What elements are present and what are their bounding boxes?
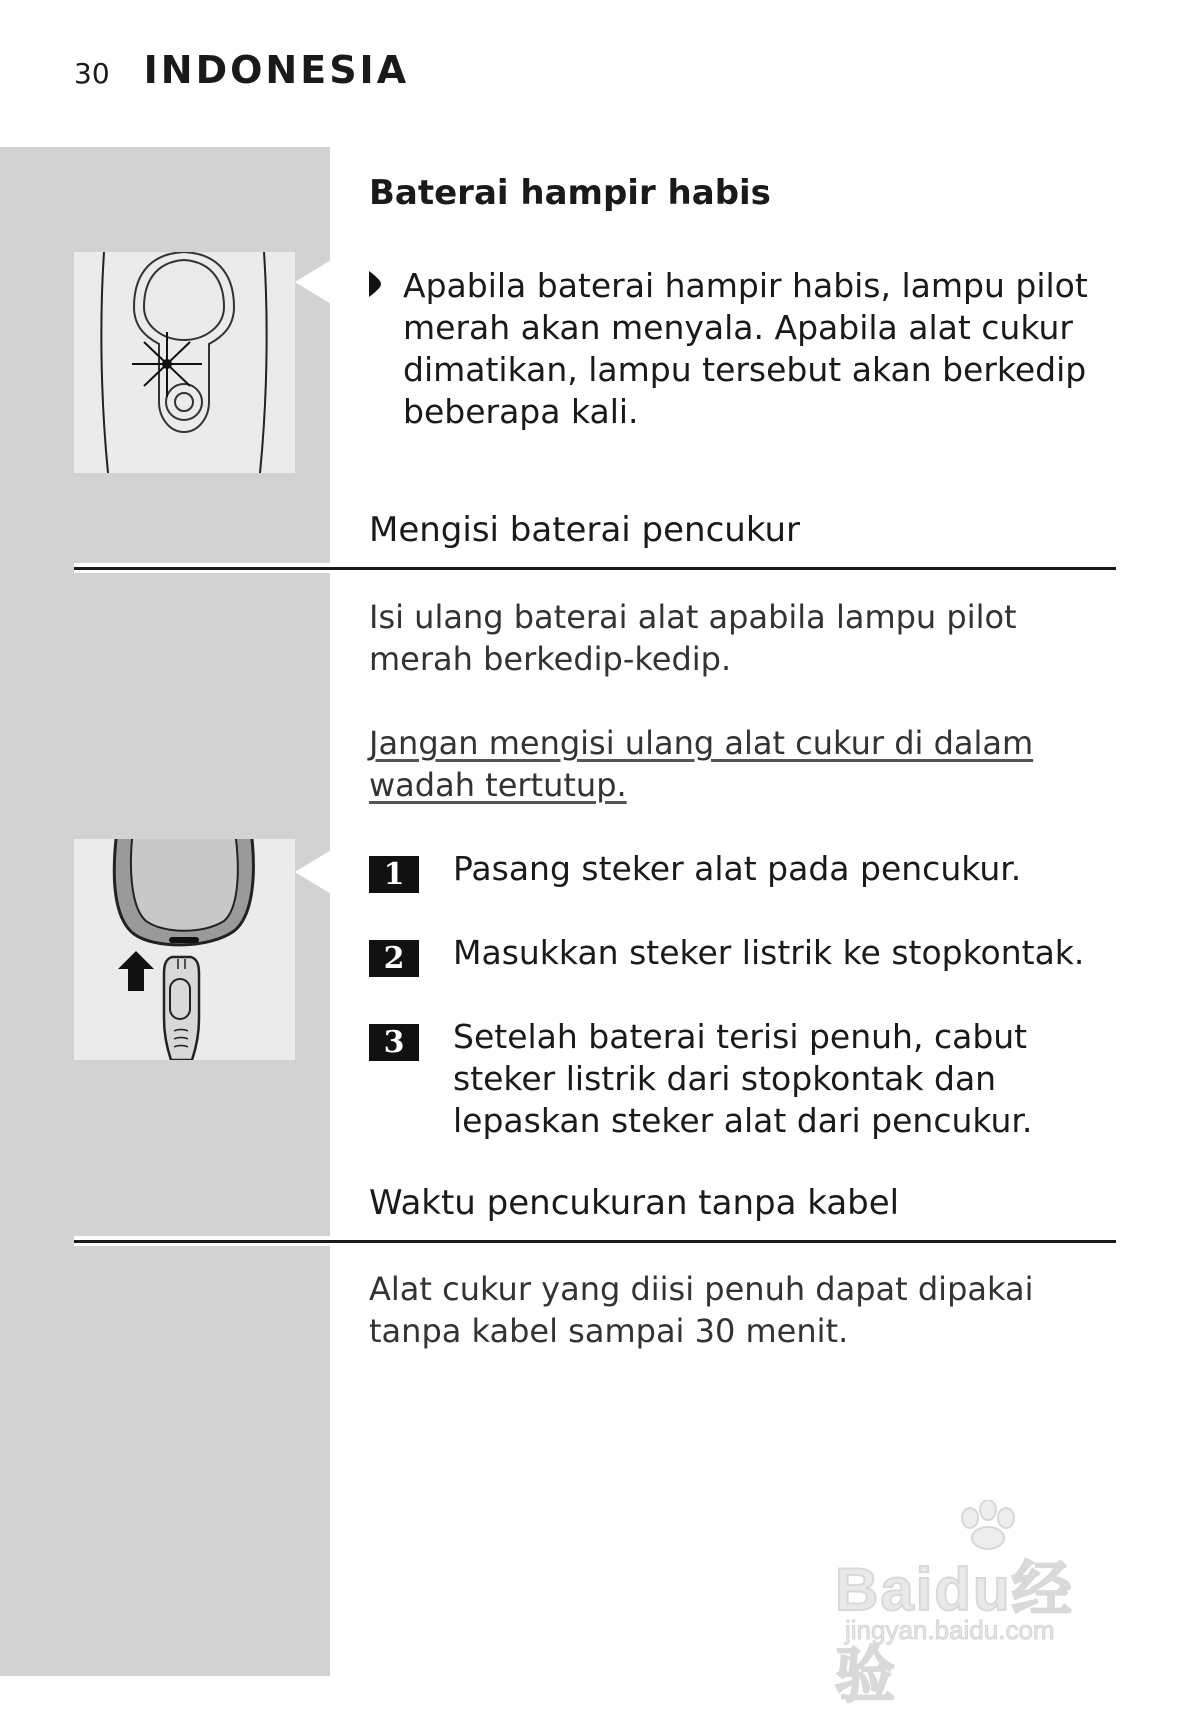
cordless-time-text: Alat cukur yang diisi penuh dapat dipakai tanpa kabel sampai 30 menit.: [369, 1270, 1034, 1350]
shaver-pilot-light-illustration: [74, 252, 295, 473]
step-number: 2: [369, 940, 419, 977]
callout-pointer-icon: [295, 850, 331, 894]
step-text: Pasang steker alat pada pencukur.: [453, 849, 1022, 888]
section-divider: [74, 567, 1116, 570]
section-divider: [74, 1240, 1116, 1243]
step-number: 3: [369, 1024, 419, 1061]
step-number: 1: [369, 856, 419, 893]
watermark-url: jingyan.baidu.com: [845, 1615, 1055, 1645]
section-title-cordless-time: Waktu pencukuran tanpa kabel: [369, 1183, 900, 1223]
charging-warning: Jangan mengisi ulang alat cukur di dalam wadah tertutup.: [369, 724, 1034, 804]
step-text: Masukkan steker listrik ke stopkontak.: [453, 933, 1085, 972]
page-header: [74, 48, 409, 98]
section-title-battery-low: Baterai hampir habis: [369, 173, 771, 213]
shaver-charging-illustration: [74, 839, 295, 1060]
language-title: INDONESIA: [143, 48, 410, 92]
shaver-charging-plug-icon: [74, 839, 295, 1060]
page-number: 30: [74, 57, 110, 90]
battery-low-text: Apabila baterai hampir habis, lampu pilot merah akan menyala. Apabila alat cukur dimatikan, lampu tersebut akan berkedip beberapa kali.: [403, 266, 1088, 431]
watermark-brand: Baidu经验: [835, 1556, 1074, 1709]
bullet-triangle-icon: [369, 271, 381, 297]
section-title-charging: Mengisi baterai pencukur: [369, 510, 800, 550]
shaver-pilot-light-icon: [74, 252, 295, 473]
step-text: Setelah baterai terisi penuh, cabut steker listrik dari stopkontak dan lepaskan steker alat dari pencukur.: [453, 1017, 1033, 1140]
baidu-watermark: [835, 1500, 1125, 1709]
charging-intro: Isi ulang baterai alat apabila lampu pilot merah berkedip-kedip.: [369, 598, 1017, 678]
callout-pointer-icon: [295, 260, 331, 304]
